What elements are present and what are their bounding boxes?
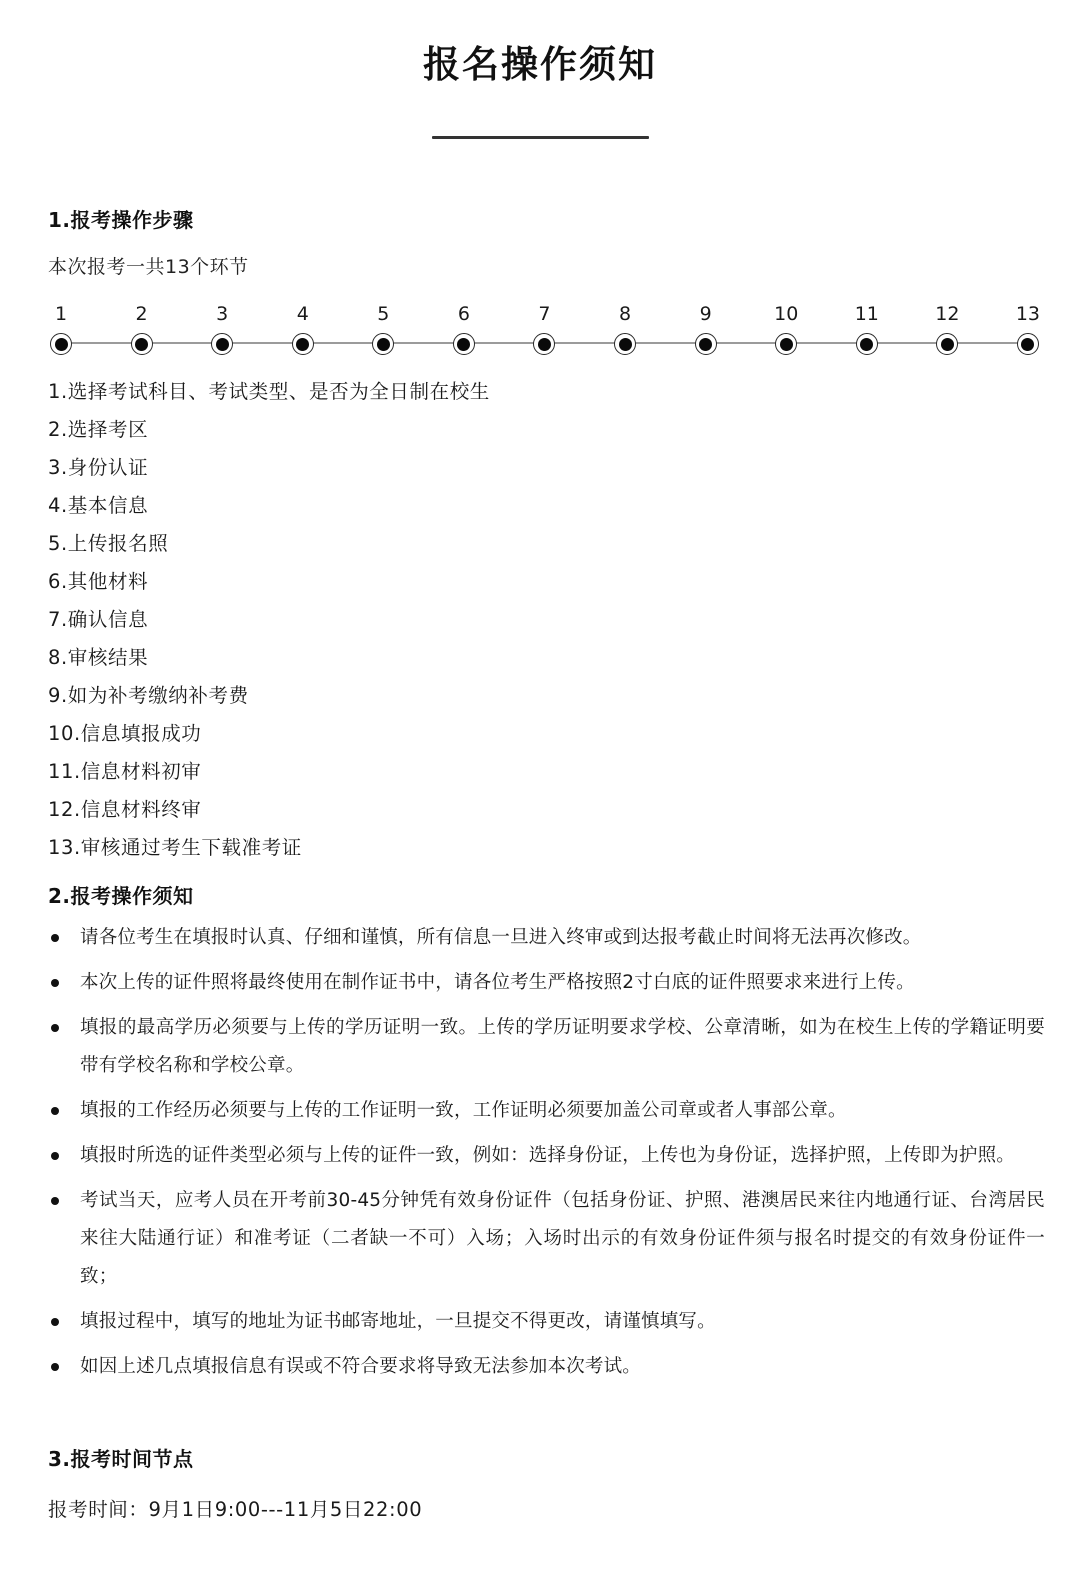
stepper-node-label: 1 bbox=[54, 303, 68, 326]
steps-lead-text: 本次报考一共13个环节 bbox=[48, 256, 249, 279]
notice-text: 填报过程中，填写的地址为证书邮寄地址，一旦提交不得更改，请谨慎填写。 bbox=[80, 1310, 716, 1332]
section-time bbox=[48, 1443, 422, 1522]
stepper-node-label: 9 bbox=[699, 303, 712, 326]
bullet-dot-icon bbox=[51, 934, 59, 942]
bullet-dot-icon bbox=[51, 1107, 59, 1115]
steps-progress-stepper bbox=[35, 305, 1045, 355]
stepper-node-label: 6 bbox=[457, 303, 470, 326]
stepper-node-label: 10 bbox=[774, 303, 799, 326]
list-item bbox=[48, 1009, 1045, 1085]
list-item bbox=[48, 919, 1045, 957]
stepper-node-8[interactable] bbox=[612, 305, 638, 355]
section-notice-heading: 2.报考操作须知 bbox=[48, 883, 194, 908]
bullet-dot-icon bbox=[51, 1152, 59, 1160]
list-item: 4.基本信息 bbox=[48, 494, 149, 518]
list-item: 2.选择考区 bbox=[48, 418, 149, 442]
list-item bbox=[48, 1092, 1045, 1130]
stepper-node-label: 8 bbox=[619, 303, 632, 326]
notice-text: 本次上传的证件照将最终使用在制作证书中，请各位考生严格按照2寸白底的证件照要求来进行上传。 bbox=[80, 971, 915, 993]
title-block bbox=[35, 0, 1045, 139]
notice-text: 填报的最高学历必须要与上传的学历证明一致。上传的学历证明要求学校、公章清晰，如为在校生上传的学籍证明要带有学校名称和学校公章。 bbox=[80, 1016, 1045, 1076]
bullet-dot-icon bbox=[51, 1363, 59, 1371]
stepper-node-dot-icon bbox=[453, 333, 475, 355]
stepper-node-label: 13 bbox=[1015, 303, 1041, 326]
list-item bbox=[48, 964, 1045, 1002]
list-item: 8.审核结果 bbox=[48, 646, 149, 670]
notice-bullet-list bbox=[35, 919, 1045, 1386]
section-steps-heading: 1.报考操作步骤 bbox=[48, 208, 194, 233]
stepper-node-11[interactable] bbox=[854, 305, 880, 355]
stepper-node-dot-icon bbox=[1017, 333, 1039, 355]
title-divider bbox=[432, 136, 649, 139]
stepper-node-dot-icon bbox=[211, 333, 233, 355]
stepper-node-dot-icon bbox=[131, 333, 153, 355]
page-title: 报名操作须知 bbox=[423, 43, 657, 86]
list-item bbox=[48, 1137, 1045, 1175]
list-item: 9.如为补考缴纳补考费 bbox=[48, 684, 249, 708]
list-item: 12.信息材料终审 bbox=[48, 798, 202, 822]
stepper-node-dot-icon bbox=[50, 333, 72, 355]
list-item: 5.上传报名照 bbox=[48, 532, 169, 556]
stepper-node-5[interactable] bbox=[370, 305, 396, 355]
registration-time-text: 报考时间：9月1日9:00---11月5日22:00 bbox=[48, 1498, 423, 1521]
bullet-dot-icon bbox=[51, 979, 59, 987]
list-item: 10.信息填报成功 bbox=[48, 722, 202, 746]
stepper-node-4[interactable] bbox=[290, 305, 316, 355]
section-steps bbox=[35, 204, 1045, 858]
notice-text: 如因上述几点填报信息有误或不符合要求将导致无法参加本次考试。 bbox=[80, 1355, 642, 1377]
stepper-node-label: 12 bbox=[935, 303, 960, 326]
stepper-node-dot-icon bbox=[292, 333, 314, 355]
stepper-node-dot-icon bbox=[695, 333, 717, 355]
notice-text: 填报时所选的证件类型必须与上传的证件一致，例如：选择身份证，上传也为身份证，选择护照，上传即为护照。 bbox=[80, 1144, 1016, 1166]
list-item bbox=[48, 1303, 1045, 1341]
stepper-node-label: 5 bbox=[377, 303, 390, 326]
stepper-node-dot-icon bbox=[372, 333, 394, 355]
stepper-node-dot-icon bbox=[936, 333, 958, 355]
stepper-node-7[interactable] bbox=[531, 305, 557, 355]
section-time-heading: 3.报考时间节点 bbox=[48, 1447, 194, 1471]
notice-text: 考试当天，应考人员在开考前30-45分钟凭有效身份证件（包括身份证、护照、港澳居民来往内地通行证、台湾居民来往大陆通行证）和准考证（二者缺一不可）入场；入场时出示的有效身份证件须与报名时提交的有效身份证件一致； bbox=[80, 1189, 1045, 1287]
stepper-node-dot-icon bbox=[533, 333, 555, 355]
stepper-node-12[interactable] bbox=[934, 305, 960, 355]
section-notice bbox=[35, 880, 1045, 1386]
stepper-node-10[interactable] bbox=[773, 305, 799, 355]
list-item: 11.信息材料初审 bbox=[48, 760, 202, 784]
stepper-node-label: 2 bbox=[135, 303, 148, 326]
bullet-dot-icon bbox=[51, 1197, 59, 1205]
stepper-node-dot-icon bbox=[856, 333, 878, 355]
stepper-node-label: 7 bbox=[538, 303, 551, 326]
stepper-node-label: 11 bbox=[854, 303, 879, 326]
stepper-node-9[interactable] bbox=[693, 305, 719, 355]
list-item: 3.身份认证 bbox=[48, 456, 149, 480]
bullet-dot-icon bbox=[51, 1024, 59, 1032]
stepper-node-1[interactable] bbox=[48, 305, 74, 355]
list-item bbox=[48, 1182, 1045, 1296]
list-item: 7.确认信息 bbox=[48, 608, 149, 632]
stepper-node-dot-icon bbox=[775, 333, 797, 355]
stepper-node-label: 3 bbox=[216, 303, 229, 326]
stepper-node-label: 4 bbox=[296, 303, 309, 326]
stepper-track bbox=[48, 305, 1041, 355]
list-item: 13.审核通过考生下载准考证 bbox=[48, 836, 302, 860]
stepper-node-13[interactable] bbox=[1015, 305, 1041, 355]
stepper-node-2[interactable] bbox=[129, 305, 155, 355]
stepper-node-6[interactable] bbox=[451, 305, 477, 355]
notice-text: 请各位考生在填报时认真、仔细和谨慎，所有信息一旦进入终审或到达报考截止时间将无法再次修改。 bbox=[80, 926, 922, 948]
list-item: 6.其他材料 bbox=[48, 570, 149, 594]
bullet-dot-icon bbox=[51, 1318, 59, 1326]
stepper-node-dot-icon bbox=[614, 333, 636, 355]
list-item bbox=[48, 1348, 1045, 1386]
stepper-node-3[interactable] bbox=[209, 305, 235, 355]
notice-text: 填报的工作经历必须要与上传的工作证明一致，工作证明必须要加盖公司章或者人事部公章。 bbox=[80, 1099, 847, 1121]
list-item: 1.选择考试科目、考试类型、是否为全日制在校生 bbox=[48, 380, 490, 404]
steps-item-list bbox=[35, 382, 1045, 858]
